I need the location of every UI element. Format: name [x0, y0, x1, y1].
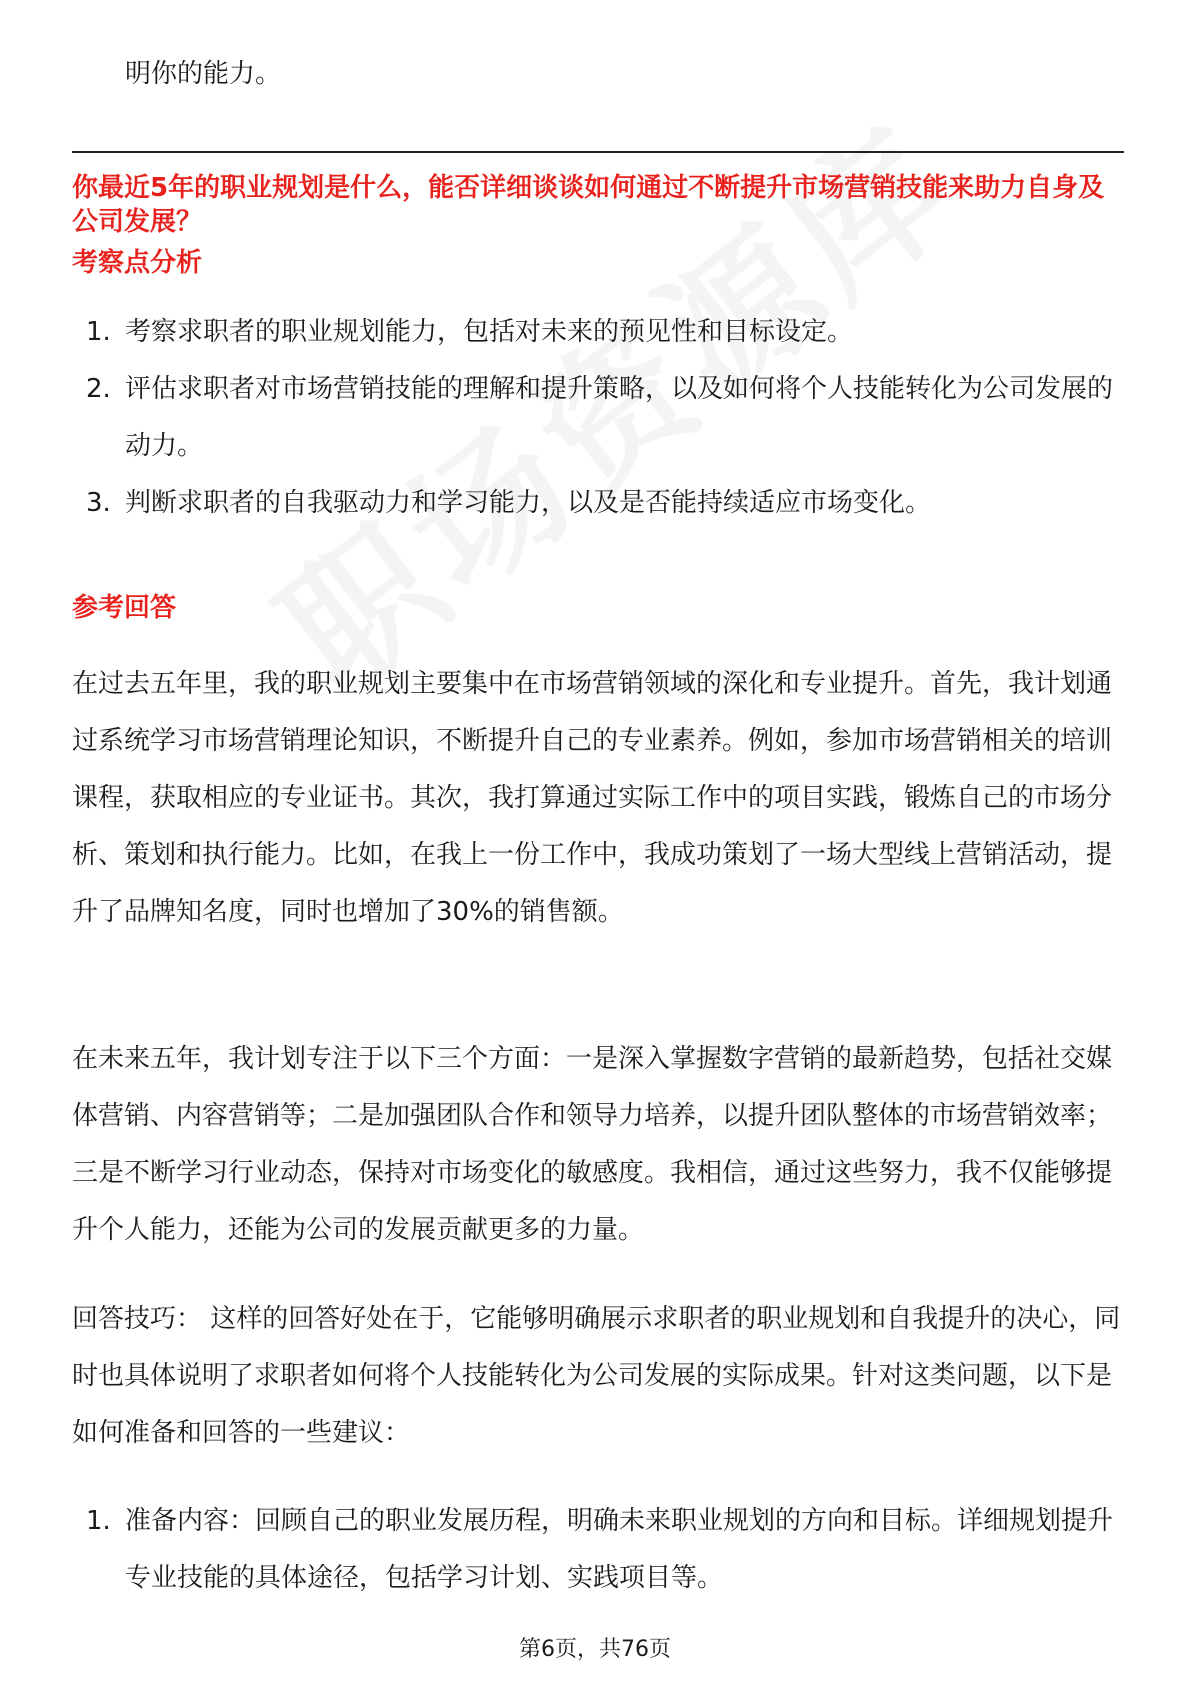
list-item-number: 1. [86, 317, 111, 347]
list-item [0, 361, 1115, 475]
continuation-text: 明你的能力。 [125, 59, 282, 89]
answer-paragraph-2: 在未来五年，我计划专注于以下三个方面：一是深入掌握数字营销的最新趋势，包括社交媒体营销、内容营销等；二是加强团队合作和领导力培养，以提升团队整体的市场营销效率；三是不断学习行业动态，保持对市场变化的敏感度。我相信，通过这些努力，我不仅能够提升个人能力，还能为公司的发展贡献更多的力量。 [72, 1044, 1113, 1245]
list-item-text: 判断求职者的自我驱动力和学习能力，以及是否能持续适应市场变化。 [125, 488, 932, 518]
interview-question: 你最近5年的职业规划是什么，能否详细谈谈如何通过不断提升市场营销技能来助力自身及公司发展？ [72, 173, 1105, 237]
list-item [0, 304, 1115, 361]
list-item [0, 475, 1115, 532]
list-item-number: 1. [86, 1506, 111, 1536]
answer-heading: 参考回答 [72, 593, 177, 623]
list-item-text: 准备内容：回顾自己的职业发展历程，明确未来职业规划的方向和目标。详细规划提升专业技能的具体途径，包括学习计划、实践项目等。 [125, 1506, 1114, 1593]
section-divider [72, 151, 1124, 153]
list-item-number: 2. [86, 374, 111, 404]
analysis-list [0, 304, 1190, 532]
analysis-heading: 考察点分析 [72, 248, 203, 278]
answer-tips: 回答技巧： 这样的回答好处在于，它能够明确展示求职者的职业规划和自我提升的决心，同时也具体说明了求职者如何将个人技能转化为公司发展的实际成果。针对这类问题，以下是如何准备和回答的一些建议： [72, 1304, 1121, 1448]
list-item-text: 考察求职者的职业规划能力，包括对未来的预见性和目标设定。 [125, 317, 854, 347]
page-footer: 第6页，共76页 [519, 1637, 671, 1662]
list-item [0, 1493, 1115, 1607]
list-item-text: 评估求职者对市场营销技能的理解和提升策略，以及如何将个人技能转化为公司发展的动力。 [125, 374, 1114, 461]
answer-paragraph-1: 在过去五年里，我的职业规划主要集中在市场营销领域的深化和专业提升。首先，我计划通过系统学习市场营销理论知识，不断提升自己的专业素养。例如，参加市场营销相关的培训课程，获取相应的专业证书。其次，我打算通过实际工作中的项目实践，锻炼自己的市场分析、策划和执行能力。比如，在我上一份工作中，我成功策划了一场大型线上营销活动，提升了品牌知名度，同时也增加了30%的销售额。 [72, 669, 1113, 927]
suggestion-list [0, 1493, 1190, 1607]
list-item-number: 3. [86, 488, 111, 518]
